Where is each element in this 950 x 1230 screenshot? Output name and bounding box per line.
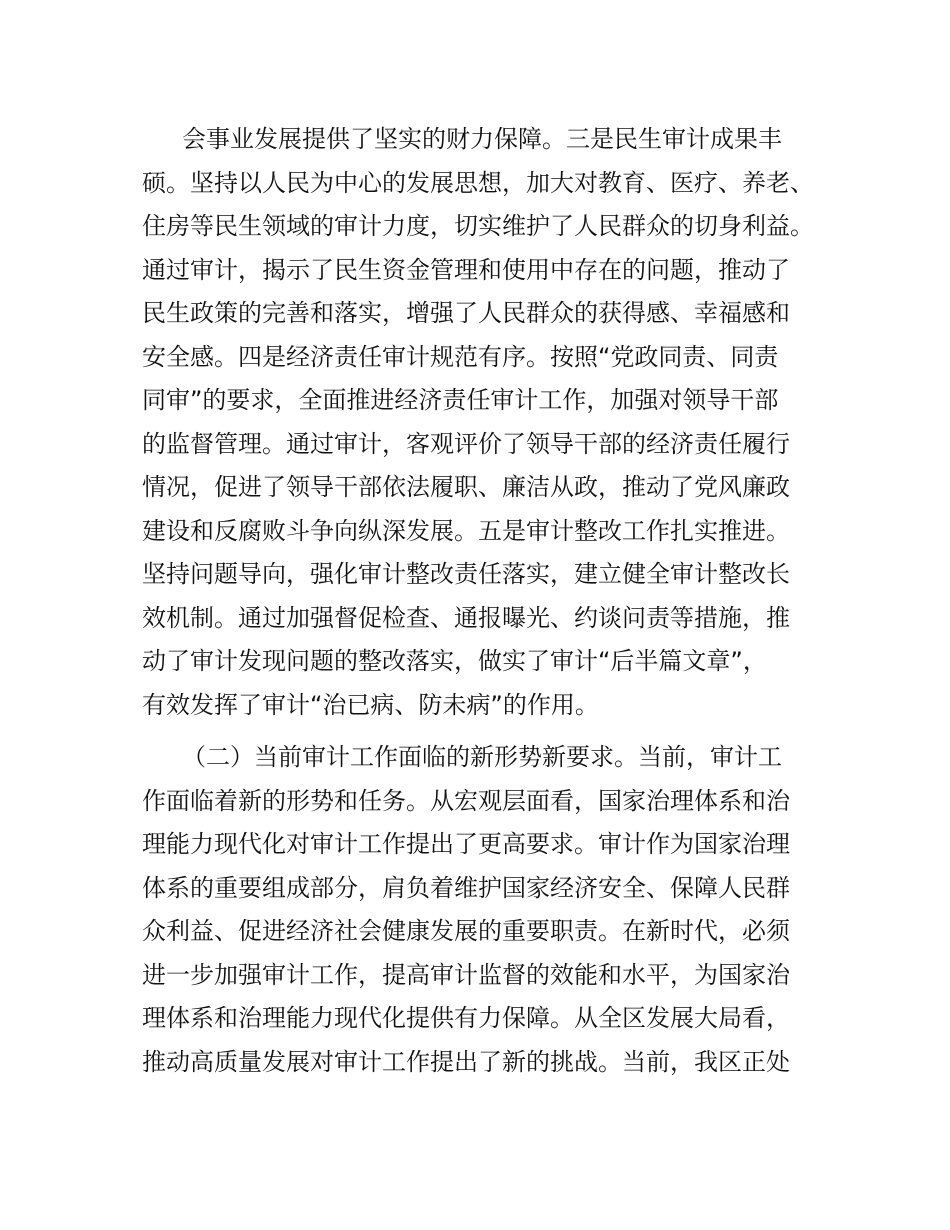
- document-body: [142, 118, 842, 1084]
- text-line: 坚持问题导向，强化审计整改责任落实，建立健全审计整改长: [142, 560, 790, 588]
- text-line: 动了审计发现问题的整改落实，做实了审计“后半篇文章”，: [142, 647, 767, 675]
- paragraph-1: [142, 118, 842, 727]
- text-line: 民生政策的完善和落实，增强了人民群众的获得感、幸福感和: [142, 299, 790, 327]
- text-line: 效机制。通过加强督促检查、通报曝光、约谈问责等措施，推: [142, 603, 790, 632]
- text-line: 理体系和治理能力现代化提供有力保障。从全区发展大局看，: [142, 1004, 790, 1032]
- text-line: 会事业发展提供了坚实的财力保障。三是民生审计成果丰: [182, 125, 782, 153]
- text-line: 情况，促进了领导干部依法履职、廉洁从政，推动了党风廉政: [142, 473, 790, 501]
- text-line: 建设和反腐败斗争向纵深发展。五是审计整改工作扎实推进。: [142, 516, 790, 545]
- text-line: 住房等民生领域的审计力度，切实维护了人民群众的切身利益。: [142, 212, 814, 240]
- text-line: 的监督管理。通过审计，客观评价了领导干部的经济责任履行: [142, 429, 790, 458]
- text-line: 体系的重要组成部分，肩负着维护国家经济安全、保障人民群: [142, 873, 790, 902]
- text-line: 作面临着新的形势和任务。从宏观层面看，国家治理体系和治: [142, 786, 790, 815]
- text-line: 通过审计，揭示了民生资金管理和使用中存在的问题，推动了: [142, 255, 790, 284]
- text-line: 安全感。四是经济责任审计规范有序。按照“党政同责、同责: [142, 342, 779, 371]
- text-line: （二）当前审计工作面临的新形势新要求。当前，审计工: [182, 743, 782, 771]
- text-line: 有效发挥了审计“治已病、防未病”的作用。: [142, 690, 599, 719]
- text-line: 众利益、促进经济社会健康发展的重要职责。在新时代，必须: [142, 917, 790, 945]
- text-line: 硕。坚持以人民为中心的发展思想，加大对教育、医疗、养老、: [142, 168, 814, 197]
- text-line: 同审”的要求，全面推进经济责任审计工作，加强对领导干部: [142, 386, 779, 414]
- text-line: 推动高质量发展对审计工作提出了新的挑战。当前，我区正处: [142, 1047, 790, 1076]
- text-line: 进一步加强审计工作，提高审计监督的效能和水平，为国家治: [142, 960, 790, 989]
- text-line: 理能力现代化对审计工作提出了更高要求。审计作为国家治理: [142, 830, 790, 858]
- paragraph-2: [142, 736, 842, 1084]
